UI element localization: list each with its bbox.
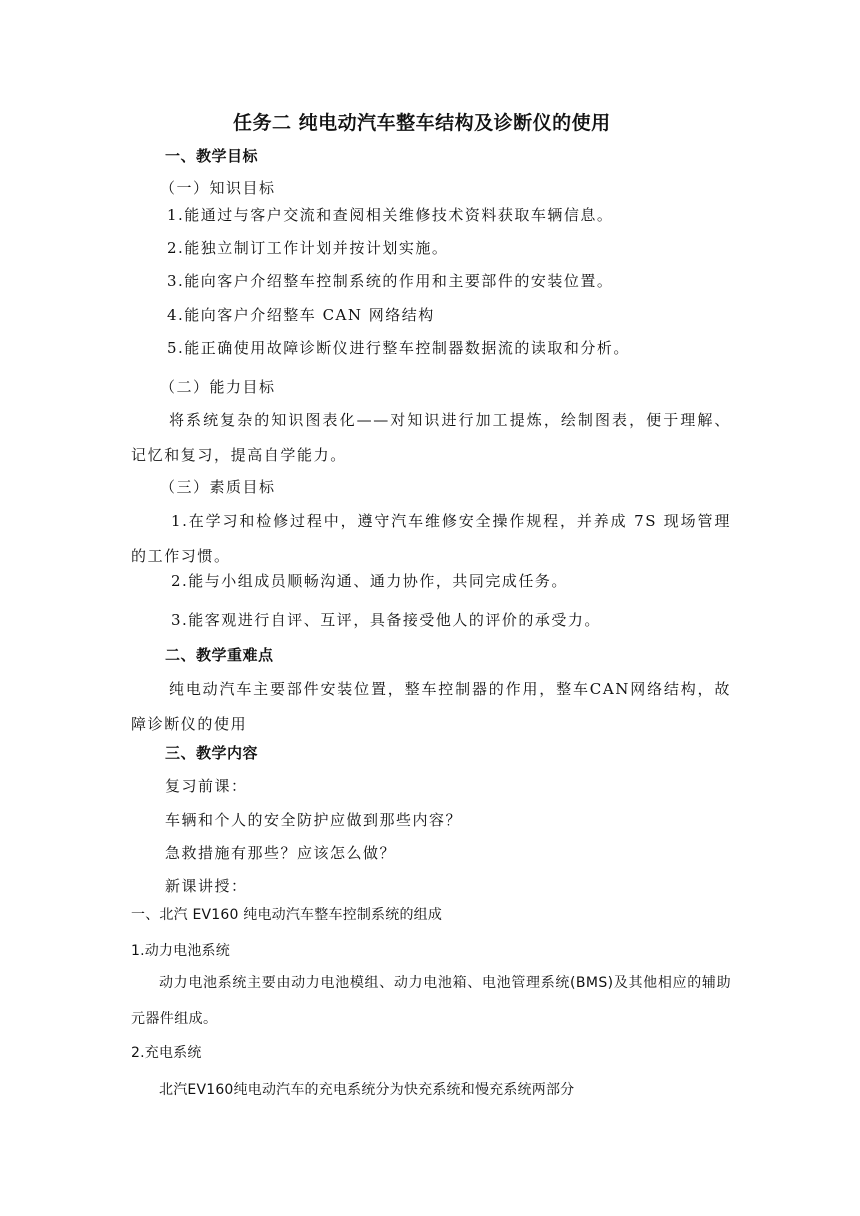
document-title: 任务二 纯电动汽车整车结构及诊断仪的使用 — [233, 112, 611, 134]
subheading-ability-goals: （二）能力目标 — [160, 378, 276, 396]
review-question-1: 车辆和个人的安全防护应做到那些内容？ — [165, 811, 463, 829]
knowledge-item-2: 2.能独立制订工作计划并按计划实施。 — [167, 239, 449, 257]
part1-heading: 一、北汽 EV160 纯电动汽车整车控制系统的组成 — [131, 907, 443, 923]
sub1-paragraph: 动力电池系统主要由动力电池模组、动力电池箱、电池管理系统(BMS)及其他相应的辅助元器件组成。 — [131, 975, 731, 1027]
subheading-knowledge-goals: （一）知识目标 — [160, 179, 276, 197]
sub1-heading: 1.动力电池系统 — [131, 943, 230, 959]
subheading-quality-goals: （三）素质目标 — [160, 478, 276, 496]
knowledge-item-1: 1.能通过与客户交流和查阅相关维修技术资料获取车辆信息。 — [167, 206, 614, 224]
sub2-heading: 2.充电系统 — [131, 1045, 202, 1061]
knowledge-item-3: 3.能向客户介绍整车控制系统的作用和主要部件的安装位置。 — [167, 272, 614, 290]
review-label: 复习前课： — [165, 777, 248, 795]
knowledge-item-5: 5.能正确使用故障诊断仪进行整车控制器数据流的读取和分析。 — [167, 339, 630, 357]
key-points-paragraph: 纯电动汽车主要部件安装位置，整车控制器的作用，整车CAN网络结构，故障诊断仪的使用 — [131, 680, 731, 733]
review-question-2: 急救措施有那些？应该怎么做？ — [165, 844, 397, 862]
ability-paragraph: 将系统复杂的知识图表化——对知识进行加工提炼，绘制图表，便于理解、记忆和复习，提高自学能力。 — [131, 411, 731, 464]
section-heading-key-points: 二、教学重难点 — [165, 646, 274, 664]
knowledge-item-4: 4.能向客户介绍整车 CAN 网络结构 — [167, 306, 435, 324]
new-lesson-label: 新课讲授： — [165, 877, 248, 895]
sub2-paragraph: 北汽EV160纯电动汽车的充电系统分为快充系统和慢充系统两部分 — [159, 1082, 575, 1098]
section-heading-teaching-goals: 一、教学目标 — [165, 147, 259, 165]
quality-item-1: 1.在学习和检修过程中，遵守汽车维修安全操作规程，并养成 7S 现场管理 的工作习惯。 — [131, 512, 731, 565]
quality-item-2: 2.能与小组成员顺畅沟通、通力协作，共同完成任务。 — [171, 572, 568, 590]
quality-item-3: 3.能客观进行自评、互评，具备接受他人的评价的承受力。 — [171, 611, 601, 629]
section-heading-teaching-content: 三、教学内容 — [165, 744, 259, 762]
